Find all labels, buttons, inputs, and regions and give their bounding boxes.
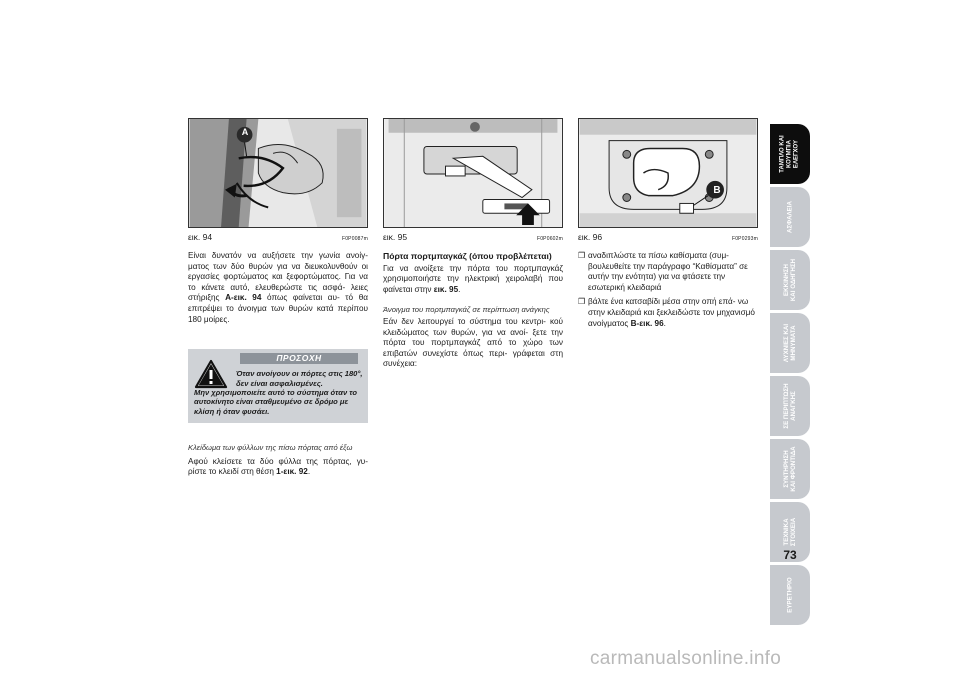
tab-label: ΑΣΦΑΛΕΙΑ (786, 200, 794, 234)
figure-94-caption (188, 230, 368, 242)
column-left (188, 118, 368, 478)
tab-label: ΤΑΜΠΛΟ ΚΑΙ ΚΟΥΜΠΙΑ ΕΛΕΓΧΟΥ (779, 135, 800, 173)
text-span: . (663, 318, 666, 328)
checkbox-bullet-icon: ❒ (578, 251, 586, 260)
instruction-bullet-2 (578, 297, 758, 329)
tab-label: ΕΚΚΙΝΗΣΗ ΚΑΙ ΟΔΗΓΗΣΗ (783, 258, 797, 302)
tab-maintenance[interactable] (770, 439, 810, 499)
checkbox-bullet-icon: ❒ (578, 297, 586, 307)
text-span: βάλτε ένα κατσαβίδι μέσα στην οπή επά- νω στην κλειδαριά και ξεκλειδώστε τον μηχανισμό ανοίγματος (588, 297, 755, 328)
tab-starting-driving[interactable] (770, 250, 810, 310)
text-span: όπως φαίνεται αυ- τό θα επιτρέψει το άνοιγμα των θυρών κατά περίπου 180 μοίρες. (188, 293, 368, 324)
tab-label: ΣΕ ΠΕΡΙΠΤΩΣΗ ΑΝΑΓΚΗΣ (783, 383, 797, 429)
tab-emergency[interactable] (770, 376, 810, 436)
tab-label: ΛΥΧΝΙΕΣ ΚΑΙ ΜΗΝΥΜΑΤΑ (783, 323, 797, 363)
figure-96-caption (578, 230, 758, 242)
tab-label: ΤΕΧΝΙΚΑ ΣΤΟΙΧΕΙΑ (783, 517, 797, 547)
page-number: 73 (783, 548, 797, 562)
door-opening-paragraph (188, 251, 368, 325)
figure-94-label: εικ. 94 (188, 232, 213, 242)
tailgate-paragraph (383, 264, 563, 296)
tab-index[interactable] (770, 565, 810, 625)
figure-reference: B-εικ. 96 (630, 318, 664, 328)
tab-label: ΕΥΡΕΤΗΡΙΟ (786, 577, 794, 613)
figure-94-code: F0P0087m (341, 236, 368, 242)
figure-94-marker: A (241, 127, 249, 137)
emergency-heading-italic: Άνοιγμα του πορτμπαγκάζ σε περίπτωση ανάγκης (383, 304, 550, 314)
warning-line-first: Όταν ανοίγουν οι πόρτες στις 180°, δεν είναι ασφαλισμένες. (236, 369, 363, 388)
instruction-bullet-1 (578, 251, 758, 293)
warning-text (194, 369, 364, 416)
tailgate-heading: Πόρτα πορτμπαγκάζ (όπου προβλέπεται) (383, 251, 552, 261)
emergency-paragraph: Εάν δεν λειτουργεί το σύστημα του κεντρι- κού κλειδώματος των θυρών, για να ανοί- ξετε την πόρτα του πορτμπαγκάζ από το χώρο των επιβατών συνεχίστε όπως περι- γράφεται στη συνέχεια: (383, 316, 563, 369)
text-span: . (307, 467, 311, 477)
watermark: carmanualsonline.info (590, 648, 782, 669)
bullet-text: αναδιπλώστε τα πίσω καθίσματα (συμ- βουλευθείτε την παράγραφο “Καθίσματα” σε αυτήν την ενότητα) για να φτάσετε την εσωτερική κλειδαριά (588, 251, 748, 292)
section-heading-italic: Κλείδωμα των φύλλων της πίσω πόρτας από έξω (188, 443, 353, 453)
warning-box (188, 349, 368, 423)
figure-95-tailgate-handle (383, 118, 563, 228)
warning-line-rest: Μην χρησιμοποιείτε αυτό το σύστημα όταν το αυτοκίνητο είναι σταθμευμένο σε δρόμο με κλίση ή όταν φυσάει. (194, 387, 358, 416)
text-span: Αφού κλείσετε τα δύο φύλλα της πόρτας, γυ- ρίστε το κλειδί στη θέση (188, 456, 368, 477)
column-middle (383, 118, 563, 370)
text-span: Είναι δυνατόν να αυξήσετε την γωνία ανοίγ- ματος των δύο θυρών για να διευκολυνθούν οι εργασίες φορτώματος και ξεφορτώματος. Για να το κάνετε αυτό, ελευθερώστε τις ασφά- λειες στήριξης (188, 251, 368, 303)
lock-mechanism-illustration (579, 119, 757, 227)
tailgate-handle-illustration (384, 119, 562, 227)
text-span: . (458, 284, 461, 294)
bullet-text (588, 297, 758, 329)
text-span: Για να ανοίξετε την πόρτα του πορτμπαγκάζ χρησιμοποιήστε την ηλεκτρική χειρολαβή που φαίνεται στην (383, 263, 563, 294)
figure-94-door-stop (188, 118, 368, 228)
figure-95-label: εικ. 95 (383, 232, 408, 242)
figure-95-caption (383, 230, 563, 242)
tab-label: ΣΥΝΤΗΡΗΣΗ ΚΑΙ ΦΡΟΝΤΙΔΑ (783, 446, 797, 492)
figure-96-lock-mechanism (578, 118, 758, 228)
figure-reference: 1-εικ. 92 (276, 467, 308, 477)
figure-96-marker: B (713, 185, 721, 196)
figure-96-label: εικ. 96 (578, 232, 603, 242)
tab-safety[interactable] (770, 187, 810, 247)
lock-paragraph (188, 457, 368, 478)
figure-96-code: F0P0293m (731, 236, 758, 242)
figure-95-code: F0P0602m (536, 236, 563, 242)
warning-title: ΠΡΟΣΟΧΗ (240, 353, 358, 364)
tab-dashboard-controls[interactable] (770, 124, 810, 184)
column-right (578, 118, 758, 329)
door-hinge-illustration (189, 119, 367, 227)
figure-reference: εικ. 95 (433, 284, 459, 294)
figure-reference: A-εικ. 94 (225, 293, 262, 303)
tab-warning-lights[interactable] (770, 313, 810, 373)
